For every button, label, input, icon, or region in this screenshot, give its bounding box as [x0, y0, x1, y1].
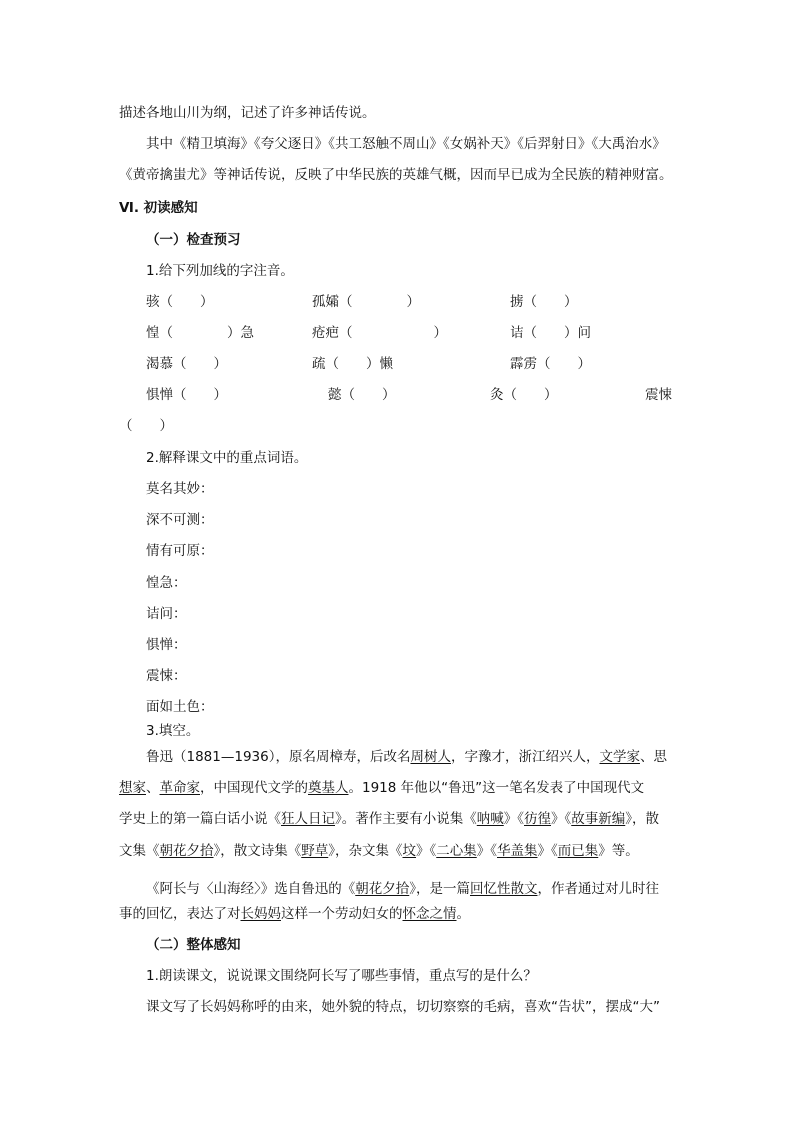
text-run: 、思 — [639, 749, 667, 765]
answer-underlined: 而已集 — [557, 843, 599, 859]
pinyin-item: 掳（ ） — [510, 294, 578, 310]
text-run: 》《 — [537, 843, 558, 859]
text-run: 。 — [456, 906, 470, 922]
fill-line — [119, 779, 644, 797]
fill-line — [146, 748, 667, 766]
text-run: ，字豫才，浙江绍兴人， — [450, 749, 600, 765]
answer-underlined: 文学家 — [599, 749, 640, 765]
term-item: 惶急： — [146, 575, 187, 591]
answer-underlined: 朝花夕拾 — [355, 881, 410, 897]
answer-underlined: 呐喊 — [476, 811, 504, 827]
answer-underlined: 奠基人 — [308, 780, 349, 796]
term-item: 诘问： — [146, 606, 187, 622]
pinyin-item: 骇（ ） — [146, 294, 214, 310]
question-1: 1.给下列加线的字注音。 — [146, 263, 294, 279]
pinyin-item-wrap: （ ） — [119, 418, 173, 434]
intro-line-2: 其中《精卫填海》《夸父逐日》《共工怒触不周山》《女娲补天》《后羿射日》《大禹治水》 — [146, 136, 666, 152]
answer-underlined: 二心集 — [436, 843, 477, 859]
pinyin-item: 惧惮（ ） — [146, 387, 227, 403]
answer-underlined: 周树人 — [410, 749, 451, 765]
pinyin-item: 灸（ ） — [490, 387, 558, 403]
pinyin-item: 震悚 — [645, 387, 672, 403]
answer-underlined: 狂人日记 — [281, 811, 335, 827]
question-2: 2.解释课文中的重点词语。 — [146, 450, 308, 466]
pinyin-item: 疏（ ）懒 — [312, 356, 393, 372]
text-run: 》《 — [551, 811, 572, 827]
text-run: 》，散文诗集《 — [213, 843, 302, 859]
intro-line-1: 描述各地山川为纲，记述了许多神话传说。 — [119, 105, 376, 121]
text-run: 事的回忆，表达了对 — [119, 906, 241, 922]
fill-line — [119, 810, 659, 828]
text-run: ，作者通过对儿时往 — [537, 881, 659, 897]
text-run: 》《 — [416, 843, 437, 859]
answer-text: 课文写了长妈妈称呼的由来，她外貌的特点，切切察察的毛病，喜欢“告状”，摆成“大” — [146, 999, 660, 1015]
answer-underlined: 回忆性散文 — [470, 881, 538, 897]
intro-line-3: 《黄帝擒蚩尤》等神话传说，反映了中华民族的英雄气概，因而早已成为全民族的精神财富。 — [119, 167, 673, 183]
pinyin-item: 懿（ ） — [328, 387, 396, 403]
subsection-title-preview: （一）检查预习 — [146, 232, 241, 248]
text-run: 》。著作主要有小说集《 — [335, 811, 477, 827]
text-run: 》《 — [503, 811, 524, 827]
answer-underlined: 朝花夕拾 — [159, 843, 214, 859]
text-run: 》等。 — [598, 843, 639, 859]
text-run: ，中国现代文学的 — [200, 780, 308, 796]
fill-line — [146, 880, 659, 898]
text-run: 鲁迅（1881—1936），原名周樟寿，后改名 — [146, 749, 411, 765]
answer-underlined: 怀念之情 — [402, 906, 457, 922]
subsection-title-overall: （二）整体感知 — [146, 937, 241, 953]
text-run: 。1918 年他以“鲁迅”这一笔名发表了中国现代文 — [348, 780, 645, 796]
term-item: 莫名其妙： — [146, 481, 214, 497]
text-run: 《阿长与〈山海经〉》选自鲁迅的《 — [146, 881, 356, 897]
pinyin-item: 诘（ ）问 — [510, 325, 591, 341]
answer-underlined: 长妈妈 — [240, 906, 281, 922]
text-run: 》《 — [476, 843, 497, 859]
term-item: 深不可测： — [146, 512, 214, 528]
text-run: 》，杂文集《 — [328, 843, 403, 859]
answer-underlined: 坟 — [402, 843, 416, 859]
question-4: 1.朗读课文，说说课文围绕阿长写了哪些事情，重点写的是什么？ — [146, 968, 537, 984]
answer-underlined: 故事新编 — [571, 811, 626, 827]
pinyin-item: 霹雳（ ） — [510, 356, 591, 372]
fill-line — [119, 842, 639, 860]
text-run: 》，散 — [625, 811, 659, 827]
question-3: 3.填空。 — [146, 723, 200, 739]
answer-underlined: 野草 — [301, 843, 329, 859]
term-item: 惧惮： — [146, 637, 187, 653]
pinyin-item: 孤孀（ ） — [312, 294, 420, 310]
text-run: 学史上的第一篇白话小说《 — [119, 811, 281, 827]
pinyin-item: 惶（ ）急 — [146, 325, 254, 341]
fill-line — [119, 905, 470, 923]
text-run: 这样一个劳动妇女的 — [281, 906, 403, 922]
pinyin-item: 渴慕（ ） — [146, 356, 227, 372]
term-item: 面如土色： — [146, 699, 214, 715]
section-title: Ⅵ. 初读感知 — [119, 200, 198, 216]
text-run: 文集《 — [119, 843, 160, 859]
term-item: 震悚： — [146, 668, 187, 684]
text-run: 、 — [146, 780, 160, 796]
answer-underlined: 想家 — [119, 780, 146, 796]
text-run: 》，是一篇 — [409, 881, 470, 897]
answer-underlined: 彷徨 — [524, 811, 551, 827]
answer-underlined: 华盖集 — [497, 843, 538, 859]
answer-underlined: 革命家 — [159, 780, 200, 796]
pinyin-item: 疮疤（ ） — [312, 325, 447, 341]
term-item: 情有可原： — [146, 543, 214, 559]
